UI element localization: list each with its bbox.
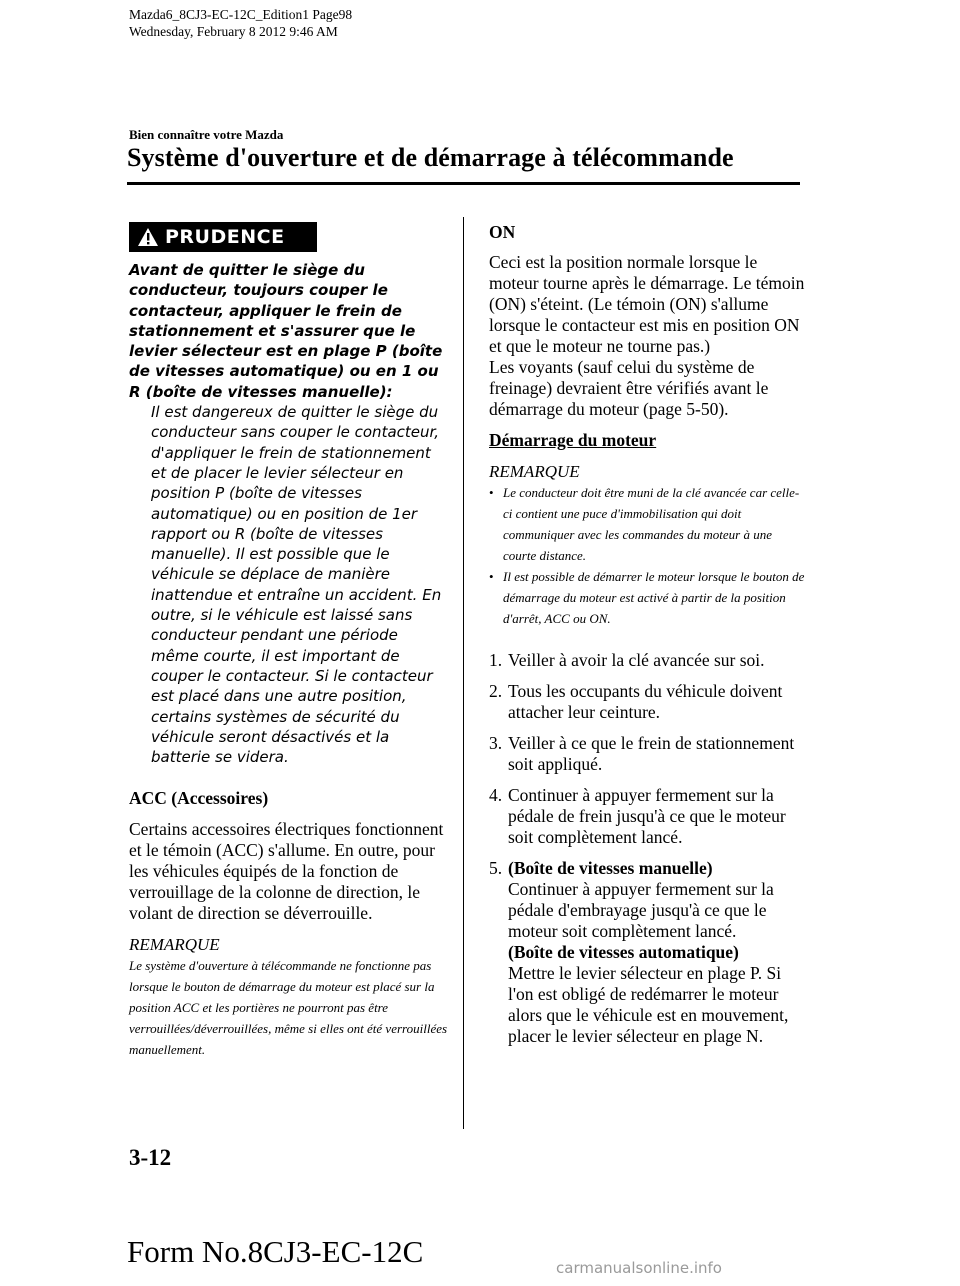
step-item: 3. Veiller à ce que le frein de stationnement soit appliqué. xyxy=(489,733,795,774)
warning-icon xyxy=(137,227,159,247)
auto-text: Mettre le levier sélecteur en plage P. Si l'on est obligé de redémarrer le moteur alors que le véhicule est en mouvement, placer le levier sélecteur en plage N. xyxy=(508,963,789,1046)
manual-heading: (Boîte de vitesses manuelle) xyxy=(508,858,713,878)
step-item: 5. (Boîte de vitesses manuelle) Continuer à appuyer fermement sur la pédale d'embrayage jusqu'à ce que le moteur soit complètement lancé. (Boîte de vitesses automatique) Mettre le levier sélecteur en plage P. Si l'on est obligé de redémarrer le moteur alors que le véhicule est en mouvement, placer le levier sélecteur en plage N. xyxy=(489,858,805,1047)
starting-note-heading: REMARQUE xyxy=(489,462,580,481)
on-text: Ceci est la position normale lorsque le moteur tourne après le démarrage. Le témoin (ON) s'éteint. (Le témoin (ON) s'allume lorsque le contacteur est mis en position ON et que le moteur ne tourne pas.) xyxy=(489,252,805,356)
watermark: carmanualsonline.info xyxy=(556,1259,722,1277)
step-item: 1. Veiller à avoir la clé avancée sur soi. xyxy=(489,650,765,670)
acc-heading: ACC (Accessoires) xyxy=(129,788,269,809)
starting-notes xyxy=(489,482,805,629)
file-name: Mazda6_8CJ3-EC-12C_Edition1 Page98 xyxy=(129,7,353,22)
acc-note-heading: REMARQUE xyxy=(129,935,220,955)
note-item: • Il est possible de démarrer le moteur lorsque le bouton de démarrage du moteur est activé à partir de la position d'arrêt, ACC ou ON. xyxy=(489,566,805,629)
file-info xyxy=(129,6,352,40)
caution-banner xyxy=(129,222,317,252)
caution-lead: Avant de quitter le siège du conducteur, toujours couper le contacteur, appliquer le frein de stationnement et s'assurer que le levier sélecteur est en plage P (boîte de vitesses automatique) ou en 1 ou R (boîte de vitesses manuelle): xyxy=(129,261,443,401)
step-item: 2. Tous les occupants du véhicule doivent attacher leur ceinture. xyxy=(489,681,783,722)
section-label: Bien connaître votre Mazda xyxy=(129,127,284,142)
caution-body: Il est dangereux de quitter le siège du conducteur sans couper le contacteur, d'appliquer le frein de stationnement et de placer le levier sélecteur en position P (boîte de vitesses automatique) ou en position de 1er rapport ou R (boîte de vitesses manuelle). Il est possible que le véhicule se déplace de manière inattendue et entraîne un accident. En outre, si le véhicule est laissé sans conducteur pendant une période même courte, il est important de couper le contacteur. Si le contacteur est placé dans une autre position, certains systèmes de sécurité du véhicule seront désactivés et la batterie se videra. xyxy=(151,403,442,767)
step-item: 4. Continuer à appuyer fermement sur la pédale de frein jusqu'à ce que le moteur soit complètement lancé. xyxy=(489,785,786,847)
file-date: Wednesday, February 8 2012 9:46 AM xyxy=(129,24,338,39)
manual-text: Continuer à appuyer fermement sur la pédale d'embrayage jusqu'à ce que le moteur soit complètement lancé. xyxy=(508,879,774,941)
on-heading: ON xyxy=(489,222,516,242)
left-column xyxy=(129,222,449,1060)
right-column xyxy=(489,222,805,1057)
column-divider xyxy=(463,217,464,1129)
auto-heading: (Boîte de vitesses automatique) xyxy=(508,942,739,962)
title-rule xyxy=(127,182,800,185)
acc-note-text: Le système d'ouverture à télécommande ne fonctionne pas lorsque le bouton de démarrage du moteur est placé sur la position ACC et les portières ne pourront pas être verrouillées/déverrouillées, même si elles ont été verrouillées manuellement. xyxy=(129,958,448,1058)
page-title: Système d'ouverture et de démarrage à télécommande xyxy=(127,143,734,172)
page-number: 3-12 xyxy=(129,1145,172,1170)
starting-steps xyxy=(489,650,805,1047)
on-text-2: Les voyants (sauf celui du système de freinage) devraient être vérifiés avant le démarrage du moteur (page 5-50). xyxy=(489,357,769,419)
note-item: • Le conducteur doit être muni de la clé avancée car celle-ci contient une puce d'immobilisation qui doit communiquer avec les commandes du moteur à une courte distance. xyxy=(489,482,805,566)
starting-heading: Démarrage du moteur xyxy=(489,430,657,450)
form-number: Form No.8CJ3-EC-12C xyxy=(127,1234,424,1269)
acc-text: Certains accessoires électriques fonctionnent et le témoin (ACC) s'allume. En outre, pour les véhicules équipés de la fonction de verrouillage de la colonne de direction, le volant de direction se déverrouille. xyxy=(129,819,444,924)
caution-label: PRUDENCE xyxy=(165,226,285,248)
